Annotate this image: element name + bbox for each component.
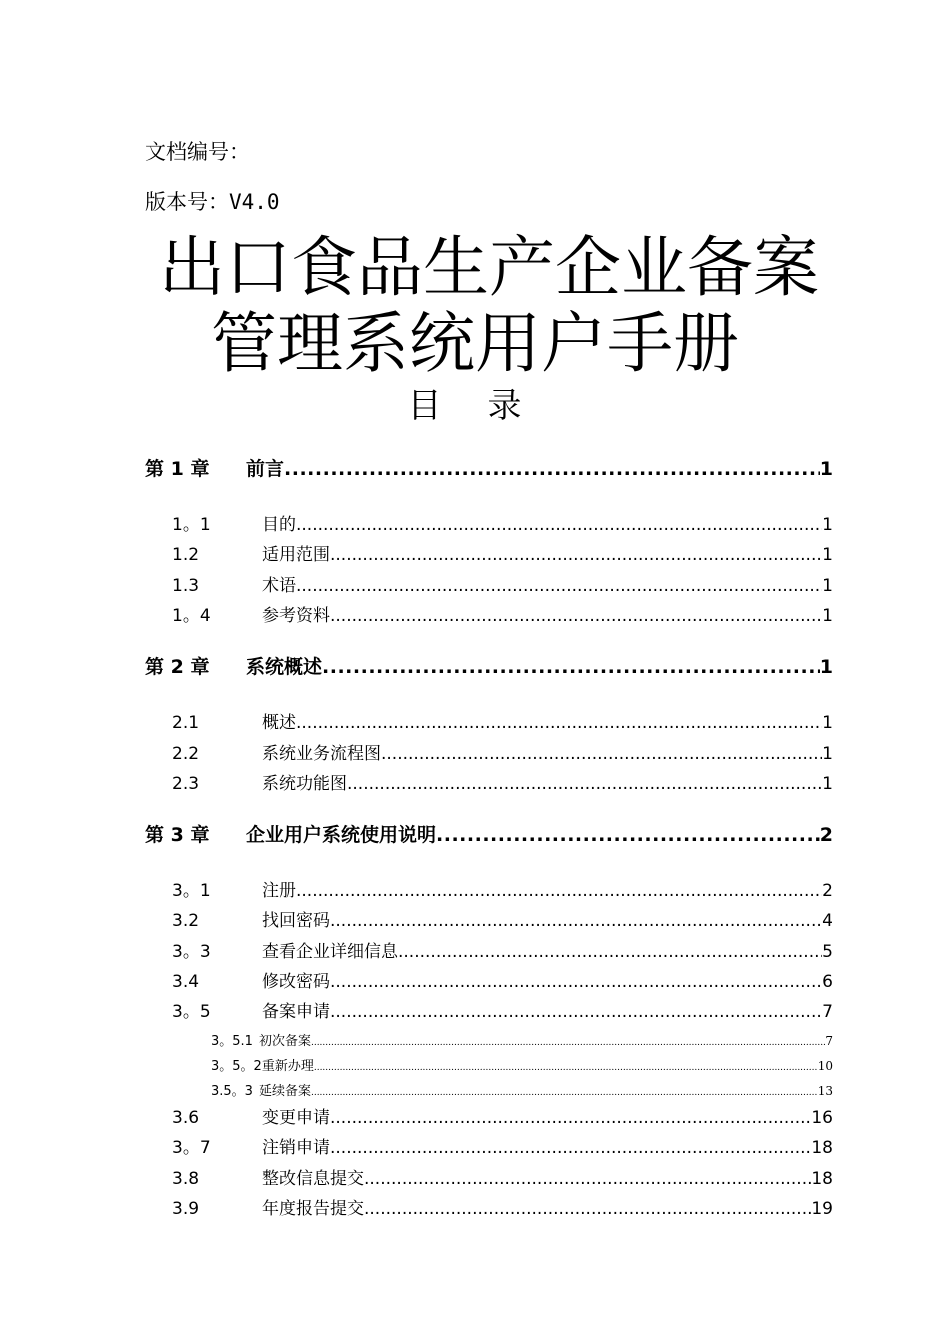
toc-leader-dots bbox=[311, 1038, 825, 1048]
toc-entry-number: 3.6 bbox=[172, 1108, 200, 1125]
toc-entry-page: 1 bbox=[819, 656, 833, 678]
toc-entry-section[interactable] bbox=[172, 1194, 833, 1216]
toc-entry-title: 目的 bbox=[262, 515, 296, 532]
toc-entry-number: 3。5 bbox=[172, 1002, 211, 1019]
toc-entry-page: 1 bbox=[822, 576, 833, 593]
toc-entry-number: 第 3 章 bbox=[145, 824, 210, 846]
toc-entry-title: 整改信息提交 bbox=[262, 1169, 364, 1186]
toc-entry-number: 3.8 bbox=[172, 1169, 200, 1186]
toc-entry-page: 1 bbox=[819, 458, 833, 480]
toc-entry-title: 备案申请 bbox=[262, 1002, 330, 1019]
toc-entry-number: 1.2 bbox=[172, 545, 200, 562]
toc-entry-chapter[interactable] bbox=[145, 454, 833, 480]
toc-entry-number: 3.9 bbox=[172, 1199, 200, 1216]
document-title-line-1: 出口食品生产企业备案 bbox=[159, 229, 819, 306]
toc-entry-section[interactable] bbox=[172, 1133, 833, 1155]
toc-entry-page: 5 bbox=[822, 942, 833, 959]
toc-entry-title: 修改密码 bbox=[262, 972, 330, 989]
version-value: V4.0 bbox=[229, 190, 280, 214]
toc-entry-section[interactable] bbox=[172, 769, 833, 791]
toc-entry-number: 3。5。2 bbox=[211, 1059, 262, 1073]
toc-entry-page: 6 bbox=[822, 972, 833, 989]
toc-leader-dots bbox=[330, 1002, 822, 1019]
toc-leader-dots bbox=[296, 515, 822, 532]
toc-entry-section[interactable] bbox=[172, 601, 833, 623]
toc-entry-page: 18 bbox=[811, 1169, 833, 1186]
toc-heading: 目录 bbox=[407, 386, 568, 426]
toc-entry-title: 术语 bbox=[262, 576, 296, 593]
toc-leader-dots bbox=[330, 972, 822, 989]
toc-entry-page: 4 bbox=[822, 911, 833, 928]
toc-entry-chapter[interactable] bbox=[145, 652, 833, 678]
toc-entry-page: 7 bbox=[822, 1002, 833, 1019]
toc-entry-number: 3。3 bbox=[172, 942, 211, 959]
toc-entry-title: 适用范围 bbox=[262, 545, 330, 562]
toc-entry-title: 系统功能图 bbox=[262, 774, 347, 791]
toc-leader-dots bbox=[330, 1138, 811, 1155]
document-title-line-2: 管理系统用户手册 bbox=[211, 305, 739, 382]
toc-leader-dots bbox=[398, 942, 822, 959]
toc-entry-section[interactable] bbox=[172, 540, 833, 562]
toc-entry-section[interactable] bbox=[172, 1103, 833, 1125]
toc-entry-page: 13 bbox=[817, 1084, 833, 1098]
toc-entry-section[interactable] bbox=[172, 510, 833, 532]
toc-entry-title: 企业用户系统使用说明 bbox=[246, 824, 437, 846]
toc-leader-dots bbox=[322, 656, 820, 678]
toc-leader-dots bbox=[330, 606, 822, 623]
toc-entry-page: 10 bbox=[817, 1059, 833, 1073]
toc-entry-section[interactable] bbox=[172, 967, 833, 989]
version-label bbox=[145, 186, 280, 216]
toc-leader-dots bbox=[330, 545, 822, 562]
toc-entry-number: 3。1 bbox=[172, 881, 211, 898]
toc-entry-page: 2 bbox=[819, 824, 833, 846]
toc-entry-title: 注册 bbox=[262, 881, 296, 898]
toc-leader-dots bbox=[296, 881, 822, 898]
toc-entry-number: 第 2 章 bbox=[145, 656, 210, 678]
toc-entry-title: 查看企业详细信息 bbox=[262, 942, 398, 959]
toc-entry-page: 1 bbox=[822, 606, 833, 623]
toc-entry-title: 概述 bbox=[262, 713, 296, 730]
toc-entry-number: 1。4 bbox=[172, 606, 211, 623]
toc-entry-section[interactable] bbox=[172, 876, 833, 898]
toc-entry-title: 注销申请 bbox=[262, 1138, 330, 1155]
toc-entry-number: 1.3 bbox=[172, 576, 200, 593]
toc-entry-section[interactable] bbox=[172, 997, 833, 1019]
toc-entry-page: 1 bbox=[822, 545, 833, 562]
toc-leader-dots bbox=[284, 458, 820, 480]
toc-leader-dots bbox=[347, 774, 822, 791]
toc-leader-dots bbox=[311, 1088, 818, 1098]
toc-entry-page: 1 bbox=[822, 515, 833, 532]
toc-leader-dots bbox=[330, 911, 822, 928]
toc-entry-subsection[interactable] bbox=[211, 1055, 833, 1073]
toc-entry-number: 2.1 bbox=[172, 713, 200, 730]
toc-entry-number: 3.4 bbox=[172, 972, 200, 989]
toc-entry-title: 延续备案 bbox=[258, 1084, 311, 1098]
toc-entry-number: 第 1 章 bbox=[145, 458, 210, 480]
toc-entry-section[interactable] bbox=[172, 739, 833, 761]
toc-entry-title: 前言 bbox=[246, 458, 285, 480]
toc-entry-section[interactable] bbox=[172, 937, 833, 959]
toc-entry-title: 系统业务流程图 bbox=[262, 744, 381, 761]
toc-entry-number: 3.5。3 bbox=[211, 1084, 253, 1098]
toc-leader-dots bbox=[436, 824, 820, 846]
toc-entry-page: 16 bbox=[811, 1108, 833, 1125]
toc-entry-section[interactable] bbox=[172, 1164, 833, 1186]
toc-entry-chapter[interactable] bbox=[145, 820, 833, 846]
toc-entry-title: 找回密码 bbox=[262, 911, 330, 928]
toc-entry-page: 1 bbox=[822, 774, 833, 791]
toc-entry-title: 变更申请 bbox=[262, 1108, 330, 1125]
toc-entry-title: 初次备案 bbox=[258, 1034, 311, 1048]
toc-entry-title: 参考资料 bbox=[262, 606, 330, 623]
toc-leader-dots bbox=[314, 1063, 818, 1073]
toc-entry-title: 重新办理 bbox=[261, 1059, 314, 1073]
toc-entry-number: 3。7 bbox=[172, 1138, 211, 1155]
toc-entry-page: 1 bbox=[822, 744, 833, 761]
document-number-label bbox=[145, 136, 250, 166]
toc-entry-number: 2.2 bbox=[172, 744, 200, 761]
toc-entry-number: 3。5.1 bbox=[211, 1034, 253, 1048]
toc-entry-subsection[interactable] bbox=[211, 1080, 833, 1098]
toc-leader-dots bbox=[296, 713, 822, 730]
toc-leader-dots bbox=[364, 1199, 811, 1216]
toc-leader-dots bbox=[364, 1169, 811, 1186]
version-label-text: 版本号： bbox=[145, 190, 229, 214]
toc-entry-page: 1 bbox=[822, 713, 833, 730]
toc-entry-section[interactable] bbox=[172, 571, 833, 593]
toc-leader-dots bbox=[296, 576, 822, 593]
toc-entry-section[interactable] bbox=[172, 906, 833, 928]
toc-leader-dots bbox=[330, 1108, 811, 1125]
toc-entry-page: 19 bbox=[811, 1199, 833, 1216]
toc-entry-section[interactable] bbox=[172, 708, 833, 730]
toc-leader-dots bbox=[381, 744, 822, 761]
toc-entry-subsection[interactable] bbox=[211, 1030, 833, 1048]
toc-entry-page: 2 bbox=[822, 881, 833, 898]
toc-entry-number: 1。1 bbox=[172, 515, 211, 532]
toc-entry-number: 2.3 bbox=[172, 774, 200, 791]
document-number-text: 文档编号： bbox=[145, 140, 250, 164]
toc-entry-title: 年度报告提交 bbox=[262, 1199, 364, 1216]
toc-entry-title: 系统概述 bbox=[246, 656, 323, 678]
toc-entry-number: 3.2 bbox=[172, 911, 200, 928]
toc-entry-page: 7 bbox=[825, 1034, 833, 1048]
toc-entry-page: 18 bbox=[811, 1138, 833, 1155]
